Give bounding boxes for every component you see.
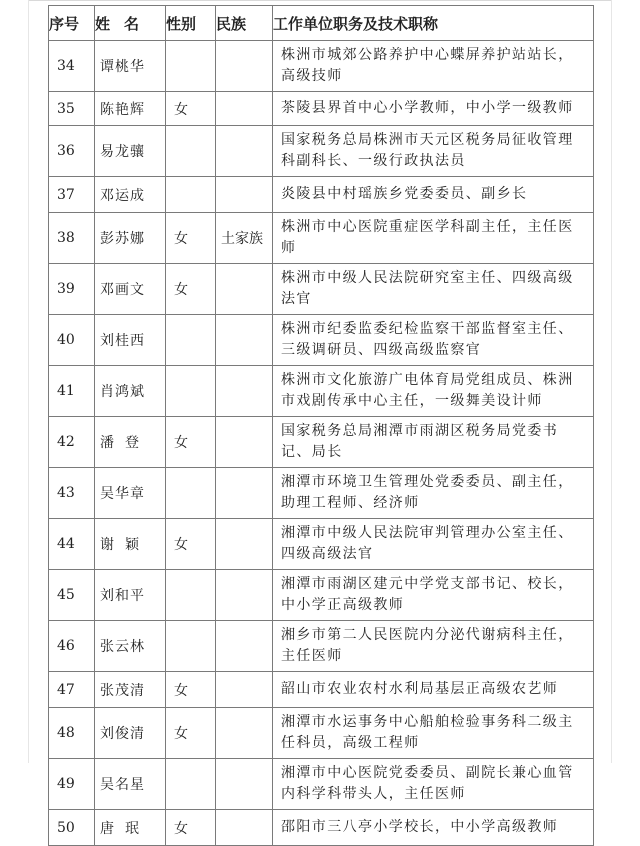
person-gender: 女 bbox=[166, 810, 216, 846]
person-gender bbox=[166, 468, 216, 519]
header-ethnicity: 民族 bbox=[216, 6, 273, 41]
person-gender bbox=[166, 621, 216, 672]
person-gender bbox=[166, 126, 216, 177]
person-name: 陈艳辉 bbox=[95, 92, 166, 126]
table-body bbox=[49, 41, 594, 846]
person-gender: 女 bbox=[166, 519, 216, 570]
table-row bbox=[49, 213, 594, 264]
table-row bbox=[49, 621, 594, 672]
person-ethnicity bbox=[216, 264, 273, 315]
row-number: 44 bbox=[49, 519, 95, 570]
person-ethnicity bbox=[216, 570, 273, 621]
table-row bbox=[49, 126, 594, 177]
person-ethnicity bbox=[216, 810, 273, 846]
person-ethnicity bbox=[216, 417, 273, 468]
person-name: 邓画文 bbox=[95, 264, 166, 315]
row-number: 39 bbox=[49, 264, 95, 315]
person-ethnicity bbox=[216, 621, 273, 672]
person-ethnicity bbox=[216, 126, 273, 177]
page-top-border bbox=[28, 0, 612, 1]
person-position: 株洲市中级人民法院研究室主任、四级高级法官 bbox=[273, 264, 594, 315]
person-gender bbox=[166, 41, 216, 92]
person-ethnicity bbox=[216, 468, 273, 519]
header-row bbox=[49, 6, 594, 41]
header-position: 工作单位职务及技术职称 bbox=[273, 6, 594, 41]
row-number: 41 bbox=[49, 366, 95, 417]
header-no: 序号 bbox=[49, 6, 95, 41]
person-position: 韶山市农业农村水利局基层正高级农艺师 bbox=[273, 672, 594, 708]
table-row bbox=[49, 519, 594, 570]
person-ethnicity bbox=[216, 41, 273, 92]
row-number: 50 bbox=[49, 810, 95, 846]
row-number: 49 bbox=[49, 759, 95, 810]
row-number: 35 bbox=[49, 92, 95, 126]
row-number: 40 bbox=[49, 315, 95, 366]
table-row bbox=[49, 417, 594, 468]
person-gender bbox=[166, 177, 216, 213]
person-position: 株洲市文化旅游广电体育局党组成员、株洲市戏剧传承中心主任，一级舞美设计师 bbox=[273, 366, 594, 417]
table-row bbox=[49, 468, 594, 519]
row-number: 45 bbox=[49, 570, 95, 621]
person-position: 茶陵县界首中心小学教师，中小学一级教师 bbox=[273, 92, 594, 126]
person-position: 湘潭市中心医院党委委员、副院长兼心血管内科学科带头人，主任医师 bbox=[273, 759, 594, 810]
page-left-edge bbox=[28, 0, 29, 763]
row-number: 38 bbox=[49, 213, 95, 264]
table-row bbox=[49, 366, 594, 417]
table-row bbox=[49, 570, 594, 621]
table-row bbox=[49, 315, 594, 366]
person-ethnicity bbox=[216, 366, 273, 417]
person-name: 吴华章 bbox=[95, 468, 166, 519]
table-row bbox=[49, 92, 594, 126]
person-gender: 女 bbox=[166, 213, 216, 264]
person-name: 肖鸿斌 bbox=[95, 366, 166, 417]
row-number: 48 bbox=[49, 708, 95, 759]
person-position: 国家税务总局湘潭市雨湖区税务局党委书记、局长 bbox=[273, 417, 594, 468]
person-ethnicity bbox=[216, 315, 273, 366]
person-gender bbox=[166, 366, 216, 417]
person-gender bbox=[166, 570, 216, 621]
person-position: 邵阳市三八亭小学校长，中小学高级教师 bbox=[273, 810, 594, 846]
person-position: 株洲市城郊公路养护中心蝶屏养护站站长，高级技师 bbox=[273, 41, 594, 92]
row-number: 36 bbox=[49, 126, 95, 177]
person-ethnicity bbox=[216, 92, 273, 126]
person-position: 湘潭市雨湖区建元中学党支部书记、校长，中小学正高级教师 bbox=[273, 570, 594, 621]
person-gender: 女 bbox=[166, 708, 216, 759]
person-name: 张云林 bbox=[95, 621, 166, 672]
row-number: 34 bbox=[49, 41, 95, 92]
roster-table bbox=[48, 5, 594, 846]
table-row bbox=[49, 177, 594, 213]
person-position: 湘潭市环境卫生管理处党委委员、副主任，助理工程师、经济师 bbox=[273, 468, 594, 519]
person-name: 谢颖 bbox=[95, 519, 166, 570]
row-number: 42 bbox=[49, 417, 95, 468]
person-ethnicity bbox=[216, 759, 273, 810]
row-number: 46 bbox=[49, 621, 95, 672]
person-position: 湘乡市第二人民医院内分泌代谢病科主任，主任医师 bbox=[273, 621, 594, 672]
table-row bbox=[49, 708, 594, 759]
person-name: 易龙骧 bbox=[95, 126, 166, 177]
person-name: 邓运成 bbox=[95, 177, 166, 213]
row-number: 47 bbox=[49, 672, 95, 708]
person-position: 株洲市中心医院重症医学科副主任，主任医师 bbox=[273, 213, 594, 264]
person-name: 吴名星 bbox=[95, 759, 166, 810]
row-number: 37 bbox=[49, 177, 95, 213]
person-position: 湘潭市水运事务中心船舶检验事务科二级主任科员，高级工程师 bbox=[273, 708, 594, 759]
person-name: 刘俊清 bbox=[95, 708, 166, 759]
person-gender: 女 bbox=[166, 417, 216, 468]
table-row bbox=[49, 41, 594, 92]
person-position: 国家税务总局株洲市天元区税务局征收管理科副科长、一级行政执法员 bbox=[273, 126, 594, 177]
person-gender: 女 bbox=[166, 264, 216, 315]
person-name: 张茂清 bbox=[95, 672, 166, 708]
person-name: 刘桂西 bbox=[95, 315, 166, 366]
person-name: 刘和平 bbox=[95, 570, 166, 621]
person-position: 湘潭市中级人民法院审判管理办公室主任、四级高级法官 bbox=[273, 519, 594, 570]
person-ethnicity bbox=[216, 519, 273, 570]
page-right-edge bbox=[611, 0, 612, 763]
person-name: 唐珉 bbox=[95, 810, 166, 846]
table-row bbox=[49, 672, 594, 708]
person-ethnicity: 土家族 bbox=[216, 213, 273, 264]
table-row bbox=[49, 264, 594, 315]
person-name: 谭桃华 bbox=[95, 41, 166, 92]
person-position: 株洲市纪委监委纪检监察干部监督室主任、三级调研员、四级高级监察官 bbox=[273, 315, 594, 366]
person-gender: 女 bbox=[166, 92, 216, 126]
person-name: 彭苏娜 bbox=[95, 213, 166, 264]
row-number: 43 bbox=[49, 468, 95, 519]
header-gender: 性别 bbox=[166, 6, 216, 41]
person-position: 炎陵县中村瑶族乡党委委员、副乡长 bbox=[273, 177, 594, 213]
person-gender: 女 bbox=[166, 672, 216, 708]
person-gender bbox=[166, 315, 216, 366]
table-row bbox=[49, 810, 594, 846]
header-name: 姓名 bbox=[95, 6, 166, 41]
table-header bbox=[49, 6, 594, 41]
person-name: 潘登 bbox=[95, 417, 166, 468]
person-ethnicity bbox=[216, 672, 273, 708]
person-ethnicity bbox=[216, 708, 273, 759]
person-gender bbox=[166, 759, 216, 810]
table-row bbox=[49, 759, 594, 810]
person-ethnicity bbox=[216, 177, 273, 213]
